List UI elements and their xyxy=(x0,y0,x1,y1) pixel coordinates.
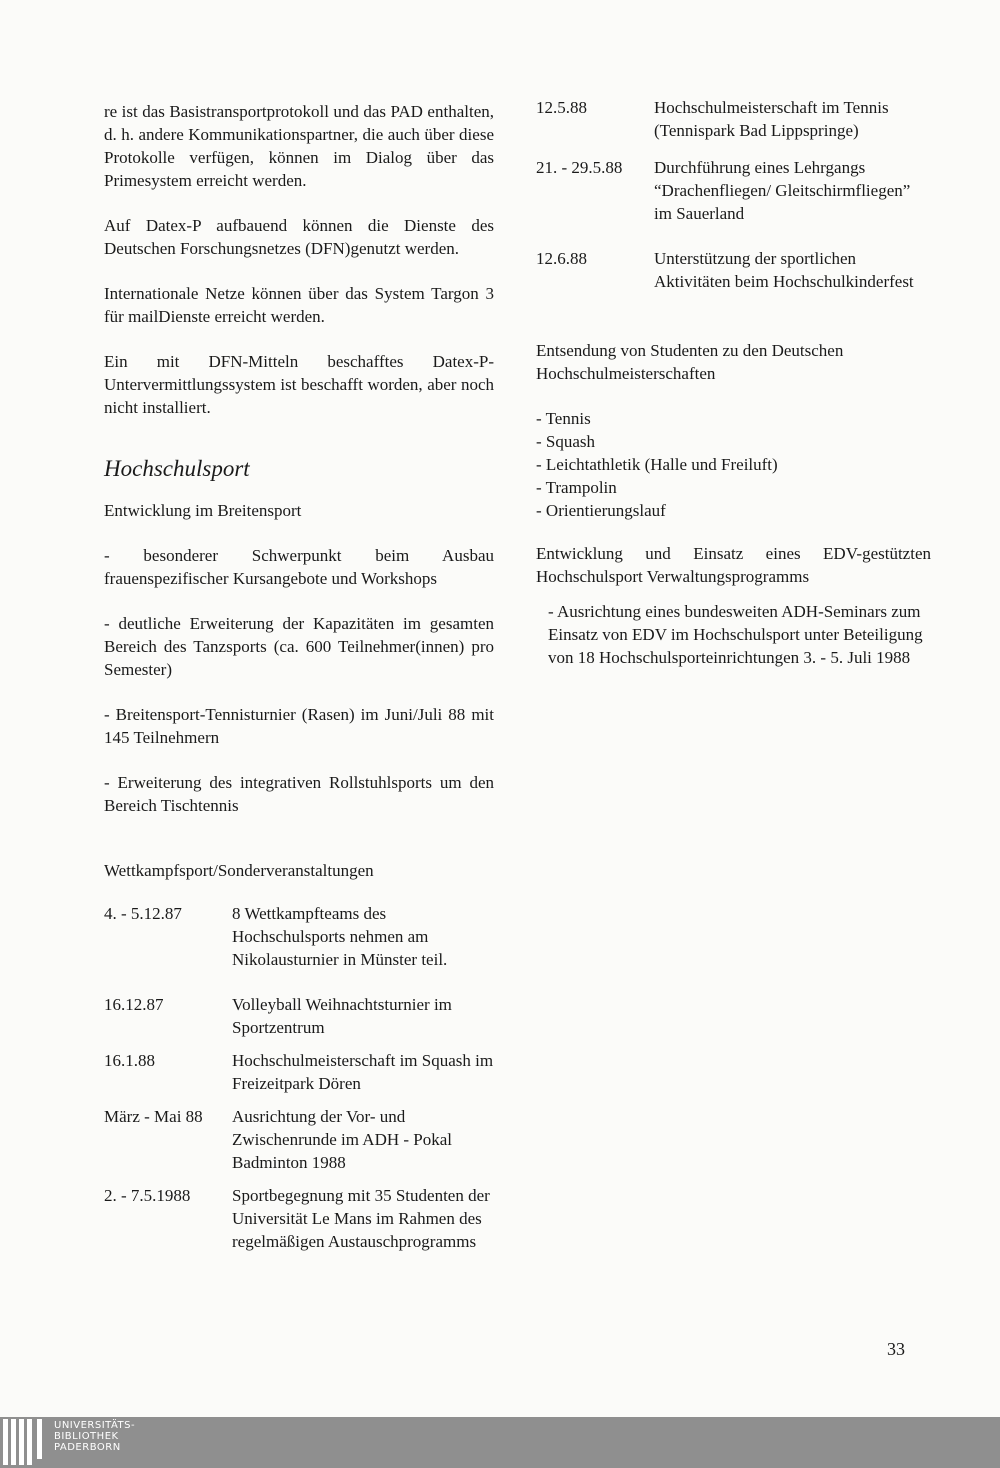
subheading-wettkampfsport: Wettkampfsport/Sonderveranstaltungen xyxy=(104,861,374,880)
event-text: Volleyball Weihnachtsturnier im Sportzentrum xyxy=(232,995,452,1037)
library-footer xyxy=(0,1417,1000,1468)
sport-item: - Tennis xyxy=(536,409,591,428)
bullet-frauen: - besonderer Schwerpunkt beim Ausbau frauenspezifischer Kursangebote und Workshops xyxy=(104,546,494,588)
event-date: 12.5.88 xyxy=(536,98,587,117)
event-item xyxy=(536,247,931,293)
event-item xyxy=(104,1049,494,1095)
event-date: 2. - 7.5.1988 xyxy=(104,1186,191,1205)
bullet-tanzsport: - deutliche Erweiterung der Kapazitäten im gesamten Bereich des Tanzsports (ca. 600 Teilnehmer(innen) pro Semester) xyxy=(104,614,494,679)
event-text: Sportbegegnung mit 35 Studenten der Universität Le Mans im Rahmen des regelmäßigen Austauschprogramms xyxy=(232,1186,490,1251)
sport-item: - Orientierungslauf xyxy=(536,501,666,520)
bullet-tennisturnier: - Breitensport-Tennisturnier (Rasen) im Juni/Juli 88 mit 145 Teilnehmern xyxy=(104,705,494,747)
event-item xyxy=(104,902,494,971)
sport-item: - Trampolin xyxy=(536,478,617,497)
section-heading: Hochschulsport xyxy=(104,456,250,481)
paragraph-edv: Entwicklung und Einsatz eines EDV-gestützten Hochschulsport Verwaltungsprogramms xyxy=(536,544,931,586)
event-list-left xyxy=(104,902,494,1253)
event-text: 8 Wettkampfteams des Hochschulsports nehmen am Nikolausturnier in Münster teil. xyxy=(232,904,448,969)
library-logo-text xyxy=(54,1420,135,1453)
event-item xyxy=(536,96,931,142)
event-date: März - Mai 88 xyxy=(104,1107,203,1126)
event-text: Durchführung eines Lehrgangs “Drachenfliegen/ Gleitschirmfliegen” im Sauerland xyxy=(654,158,911,223)
event-date: 16.1.88 xyxy=(104,1051,155,1070)
sports-list xyxy=(536,407,931,522)
event-text: Ausrichtung der Vor- und Zwischenrunde im ADH - Pokal Badminton 1988 xyxy=(232,1107,453,1172)
paragraph-datex: Auf Datex-P aufbauend können die Dienste des Deutschen Forschungsnetzes (DFN)genutzt werden. xyxy=(104,216,494,258)
event-date: 4. - 5.12.87 xyxy=(104,904,182,923)
library-logo-icon xyxy=(0,1419,50,1465)
event-date: 12.6.88 xyxy=(536,249,587,268)
event-date: 21. - 29.5.88 xyxy=(536,158,623,177)
paragraph-protocol: re ist das Basistransportprotokoll und das PAD enthalten, d. h. andere Kommunikationspartner, die auch über diese Protokolle verfügen, können im Dialog über das Primesystem erreicht werden. xyxy=(104,102,494,190)
event-item xyxy=(104,993,494,1039)
paragraph-dfn: Ein mit DFN-Mitteln beschafftes Datex-P-Untervermittlungssystem ist beschafft worden, aber noch nicht installiert. xyxy=(104,352,494,417)
logo-line: UNIVERSITÄTS- xyxy=(54,1420,136,1431)
logo-line: PADERBORN xyxy=(54,1442,121,1453)
page-number: 33 xyxy=(887,1339,905,1359)
paragraph-entsendung: Entsendung von Studenten zu den Deutschen Hochschulmeisterschaften xyxy=(536,341,844,383)
sport-item: - Leichtathletik (Halle und Freiluft) xyxy=(536,455,778,474)
paragraph-adh-seminar: - Ausrichtung eines bundesweiten ADH-Seminars zum Einsatz von EDV im Hochschulsport unter Beteiligung von 18 Hochschulsporteinrichtungen 3. - 5. Juli 1988 xyxy=(548,602,923,667)
subheading-breitensport: Entwicklung im Breitensport xyxy=(104,501,302,520)
event-item xyxy=(104,1105,494,1174)
paragraph-international: Internationale Netze können über das System Targon 3 für mailDienste erreicht werden. xyxy=(104,284,494,326)
event-text: Hochschulmeisterschaft im Tennis (Tennispark Bad Lippspringe) xyxy=(654,98,889,140)
event-text: Hochschulmeisterschaft im Squash im Freizeitpark Dören xyxy=(232,1051,494,1093)
event-text: Unterstützung der sportlichen Aktivitäten beim Hochschulkinderfest xyxy=(654,249,914,291)
event-item xyxy=(104,1184,494,1253)
sport-item: - Squash xyxy=(536,432,596,451)
left-column xyxy=(104,100,494,1253)
logo-line: BIBLIOTHEK xyxy=(54,1431,119,1442)
event-list-right xyxy=(536,96,931,293)
bullet-rollstuhlsport: - Erweiterung des integrativen Rollstuhlsports um den Bereich Tischtennis xyxy=(104,773,494,815)
right-column xyxy=(536,96,931,669)
event-item xyxy=(536,156,931,225)
event-date: 16.12.87 xyxy=(104,995,164,1014)
